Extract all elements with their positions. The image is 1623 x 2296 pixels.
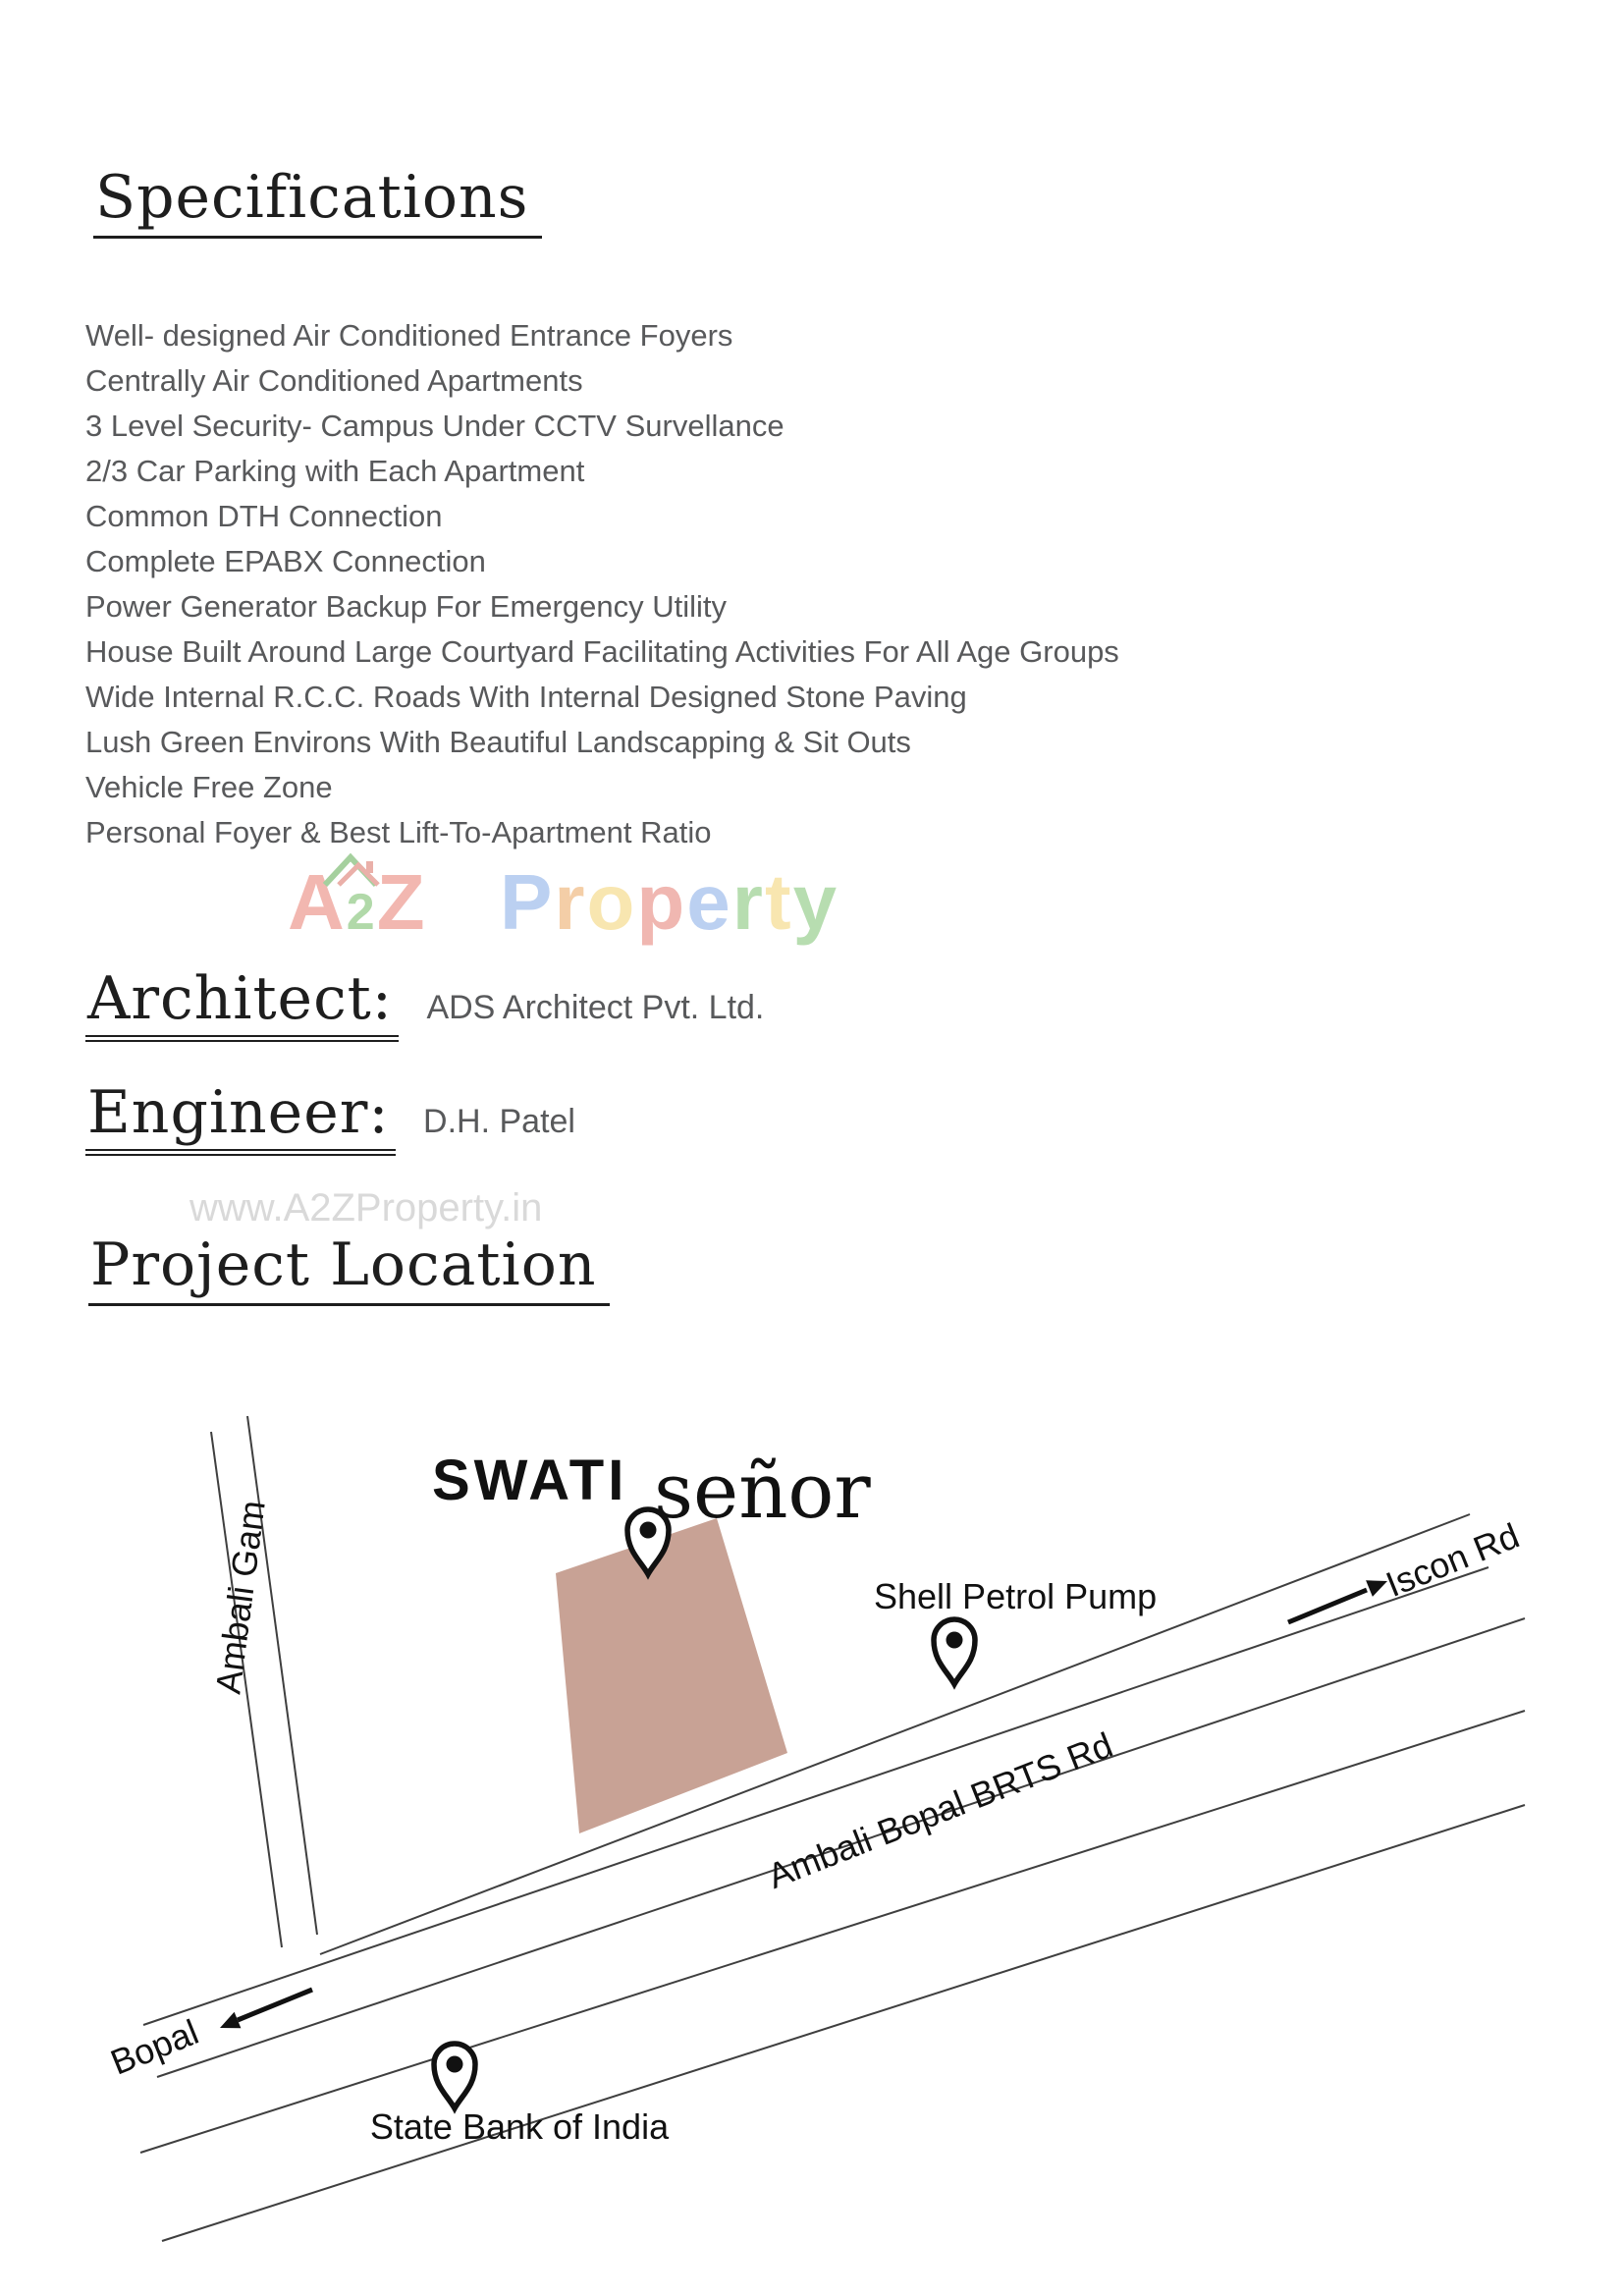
logo-letter: 2: [346, 884, 377, 941]
brts-road-line: [140, 1711, 1525, 2153]
ambali-gam-road-line: [247, 1416, 317, 1935]
logo-letter: Z: [376, 858, 427, 946]
logo-letter: P: [500, 858, 555, 946]
spec-item: 3 Level Security- Campus Under CCTV Survellance: [85, 409, 784, 443]
spec-item: Common DTH Connection: [85, 499, 443, 533]
label-iscon-rd: Iscon Rd: [1380, 1514, 1525, 1606]
label-ambali-gam: Ambali Gam: [207, 1498, 273, 1697]
logo-letter: r: [731, 858, 765, 946]
engineer-label: Engineer:: [85, 1078, 396, 1156]
logo-letter: p: [636, 858, 687, 946]
url-watermark: www.A2ZProperty.in: [189, 1186, 543, 1230]
label-ambali-bopal-brts-rd: Ambali Bopal BRTS Rd: [762, 1723, 1118, 1896]
a2z-property-logo-watermark: [288, 857, 839, 948]
architect-row: [85, 964, 764, 1042]
logo-letter: y: [792, 858, 839, 946]
specifications-title-text: Specifications: [93, 163, 542, 239]
logo-letter: r: [554, 858, 587, 946]
spec-item: Complete EPABX Connection: [85, 544, 486, 578]
spec-item: Lush Green Environs With Beautiful Landscapping & Sit Outs: [85, 725, 911, 759]
project-location-title: [88, 1230, 610, 1306]
engineer-row: [85, 1078, 575, 1156]
logo-letter: e: [686, 858, 732, 946]
architect-label: Architect:: [85, 964, 399, 1042]
iscon-arrowhead-icon: [1366, 1580, 1387, 1597]
spec-item: Vehicle Free Zone: [85, 770, 333, 804]
spec-item: Power Generator Backup For Emergency Utility: [85, 589, 727, 624]
spec-item: Centrally Air Conditioned Apartments: [85, 363, 583, 398]
project-name-text: señor: [654, 1448, 871, 1536]
project-location-map: [0, 1365, 1623, 2296]
brts-road-line: [143, 1567, 1488, 2025]
bopal-direction-arrow: [238, 1990, 312, 2020]
label-shell-petrol-pump: Shell Petrol Pump: [874, 1576, 1158, 1616]
logo-letter: A: [288, 858, 347, 946]
engineer-value: D.H. Patel: [423, 1103, 575, 1140]
spec-item: 2/3 Car Parking with Each Apartment: [85, 454, 585, 488]
spec-item: Well- designed Air Conditioned Entrance Foyers: [85, 318, 733, 353]
project-brand-text: SWATI: [432, 1449, 628, 1512]
logo-letter: t: [764, 858, 793, 946]
brts-road-line: [162, 1805, 1525, 2241]
iscon-direction-arrow: [1288, 1590, 1367, 1622]
specification-list: [85, 313, 1119, 855]
architect-value: ADS Architect Pvt. Ltd.: [426, 989, 765, 1026]
project-plot-polygon: [556, 1518, 787, 1833]
project-location-title-text: Project Location: [88, 1230, 610, 1306]
label-state-bank-of-india: State Bank of India: [369, 2106, 670, 2147]
spec-item: Personal Foyer & Best Lift-To-Apartment Ratio: [85, 815, 712, 849]
pin-shell-petrol-pump-icon: [934, 1619, 975, 1684]
spec-item: Wide Internal R.C.C. Roads With Internal Designed Stone Paving: [85, 680, 967, 714]
house-roof-icon: [321, 849, 386, 889]
specifications-title: [93, 163, 542, 239]
spec-item: House Built Around Large Courtyard Facilitating Activities For All Age Groups: [85, 634, 1119, 669]
label-bopal: Bopal: [104, 2011, 204, 2083]
pin-state-bank-of-india-icon: [434, 2044, 475, 2108]
logo-letter: o: [586, 858, 637, 946]
